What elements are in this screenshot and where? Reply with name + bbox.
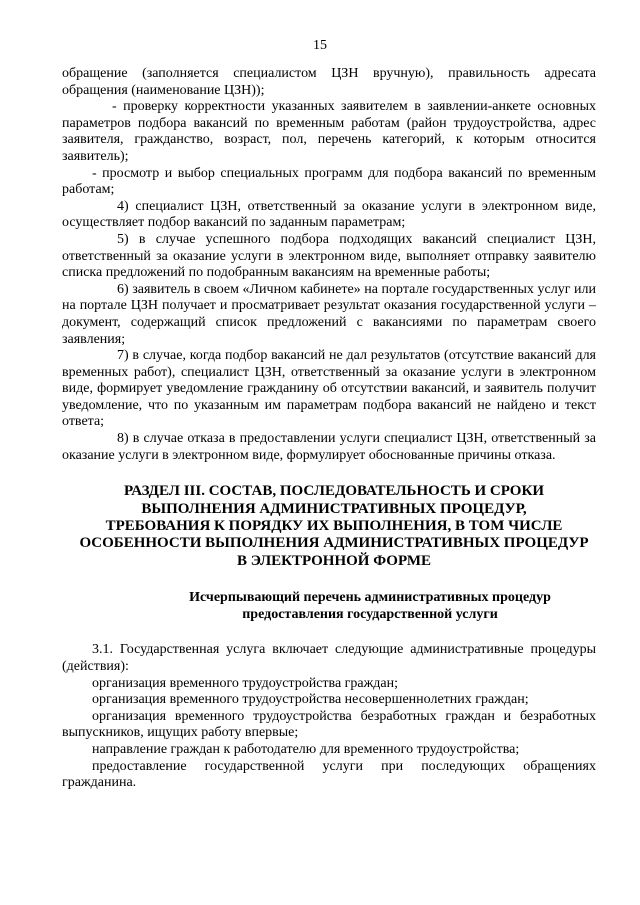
list-paragraph: организация временного трудоустройства безработных граждан и безработных выпускников, ищущих работу впервые; [62,708,596,741]
procedure-steps [62,66,596,464]
paragraph: обращение (заполняется специалистом ЦЗН вручную), правильность адресата обращения (наименование ЦЗН)); [62,66,596,98]
paragraph: 8) в случае отказа в предоставлении услуги специалист ЦЗН, ответственный за оказание услуги в электронном виде, формулирует обоснованные причины отказа. [62,431,596,463]
administrative-procedures-list [62,642,596,791]
list-paragraph: 3.1. Государственная услуга включает следующие административные процедуры (действия): [62,642,596,675]
list-paragraph: предоставление государственной услуги при последующих обращениях гражданина. [62,758,596,791]
section-title-line: РАЗДЕЛ III. СОСТАВ, ПОСЛЕДОВАТЕЛЬНОСТЬ И СРОКИ [123,483,545,500]
list-paragraph: организация временного трудоустройства несовершеннолетних граждан; [92,692,529,708]
paragraph: 5) в случае успешного подбора подходящих вакансий специалист ЦЗН, ответственный за оказание услуги в электронном виде, выполняет отправку заявителю списка предложений по подобранным вакансиям на временные работы; [62,231,596,281]
paragraph: - просмотр и выбор специальных программ для подбора вакансий по временным работам; [62,165,596,198]
paragraph: 7) в случае, когда подбор вакансий не дал результатов (отсутствие вакансий для временных работ), специалист ЦЗН, ответственный за оказание услуги в электронном виде, формирует уведомление гражданину об отсутствии вакансий, и заявитель получит уведомление, что по указанным им параметрам подбора вакансий не найдено и текст ответа; [62,348,596,430]
section-title [62,483,596,570]
section-title-line: В ЭЛЕКТРОННОЙ ФОРМЕ [237,552,431,569]
page-number: 15 [313,38,327,53]
subsection-title [62,590,596,623]
subtitle-line: Исчерпывающий перечень административных процедур [189,590,551,606]
paragraph: 4) специалист ЦЗН, ответственный за оказание услуги в электронном виде, осуществляет подбор вакансий по заданным параметрам; [62,198,596,231]
section-title-line: ТРЕБОВАНИЯ К ПОРЯДКУ ИХ ВЫПОЛНЕНИЯ, В ТОМ ЧИСЛЕ [105,518,563,535]
list-paragraph: организация временного трудоустройства граждан; [92,675,399,691]
paragraph: 6) заявитель в своем «Личном кабинете» на портале государственных услуг или на портале ЦЗН получает и просматривает результат оказания государственной услуги – документ, содержащий список предложений с вакансиями по параметрам своего заявления; [62,281,596,347]
list-paragraph: направление граждан к работодателю для временного трудоустройства; [92,742,520,758]
subtitle-line: предоставления государственной услуги [242,606,498,622]
document-body [62,66,596,792]
section-title-line: ВЫПОЛНЕНИЯ АДМИНИСТРАТИВНЫХ ПРОЦЕДУР, [141,500,527,517]
section-title-line: ОСОБЕННОСТИ ВЫПОЛНЕНИЯ АДМИНИСТРАТИВНЫХ ПРОЦЕДУР [79,535,589,552]
paragraph: - проверку корректности указанных заявителем в заявлении-анкете основных параметров подбора вакансий по временным работам (район трудоустройства, адрес заявителя, гражданство, возраст, пол, перечень категорий, к которым относится заявитель); [62,99,596,164]
